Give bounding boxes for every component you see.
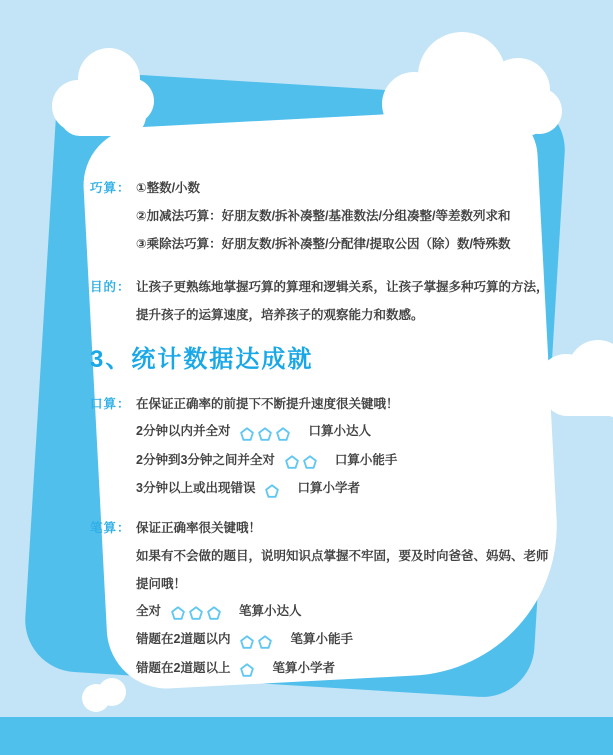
pentagon-badge-icon [258,427,272,441]
achievement-title: 笔算小学者 [272,660,335,675]
bottom-blue-band [0,717,613,755]
badge-group [240,657,258,684]
achievement-condition: 2分钟以内并全对 [136,424,231,438]
written-intro: 保证正确率很关键哦！ [136,520,262,535]
badge-group [171,600,225,627]
badge-group [265,477,283,504]
achievement-row [136,447,552,476]
pentagon-badge-icon [276,427,290,441]
section-written-calc [90,514,552,684]
badge-group [240,420,294,447]
section-oral-calc [90,390,552,504]
pentagon-badge-icon [303,455,317,469]
achievement-row [136,626,552,655]
achievement-condition: 3分钟以上或出现错误 [136,481,256,495]
section-label-oral-calc: 口算： [90,397,131,411]
clever-calc-item: ①整数/小数 [136,181,201,195]
achievement-row [136,655,552,684]
written-note: 如果有不会做的题目，说明知识点掌握不牢固，要及时向爸爸、妈妈、老师提问哦！ [136,548,549,591]
pentagon-badge-icon [240,663,254,677]
badge-group [285,449,321,476]
pentagon-badge-icon [171,606,185,620]
section-label-clever-calc: 巧算： [90,181,131,195]
pentagon-badge-icon [240,427,254,441]
pentagon-badge-icon [265,484,279,498]
achievement-row [136,598,552,627]
achievement-title: 笔算小能手 [290,632,353,646]
section-clever-calc [90,174,552,258]
achievement-condition: 错题在2道题以上 [136,660,231,675]
pentagon-badge-icon [240,635,254,649]
pentagon-badge-icon [207,606,221,620]
achievement-title: 笔算小达人 [239,603,302,618]
achievement-title: 口算小能手 [334,452,398,467]
achievement-row [136,418,552,447]
badge-group [240,628,276,655]
pentagon-badge-icon [189,606,203,620]
cloud-bottom-left [82,678,126,718]
achievement-condition: 2分钟到3分钟之间并全对 [136,452,275,467]
oral-intro: 在保证正确率的前提下不断提升速度很关键哦！ [136,397,399,411]
achievement-condition: 错题在2道题以内 [136,632,231,646]
achievement-title: 口算小达人 [308,424,371,438]
achievement-title: 口算小学者 [297,481,360,495]
section-label-purpose: 目的： [90,280,131,294]
section-purpose [90,273,552,329]
clever-calc-item: ③乘除法巧算：好朋友数/拆补凑整/分配律/提取公因（除）数/特殊数 [136,237,511,251]
clever-calc-item: ②加减法巧算：好朋友数/拆补凑整/基准数法/分组凑整/等差数列求和 [136,209,511,223]
pentagon-badge-icon [258,635,272,649]
cloud-top-left [52,48,152,136]
section-label-written-calc: 笔算： [90,520,131,535]
card-content [90,168,552,683]
pentagon-badge-icon [285,455,299,469]
purpose-text: 让孩子更熟练地掌握巧算的算理和逻辑关系，让孩子掌握多种巧算的方法，提升孩子的运算速度，培养孩子的观察能力和数感。 [136,280,549,322]
page-heading: 3、统计数据达成就 [90,346,314,373]
achievement-row [136,475,552,504]
achievement-condition: 全对 [136,603,162,618]
